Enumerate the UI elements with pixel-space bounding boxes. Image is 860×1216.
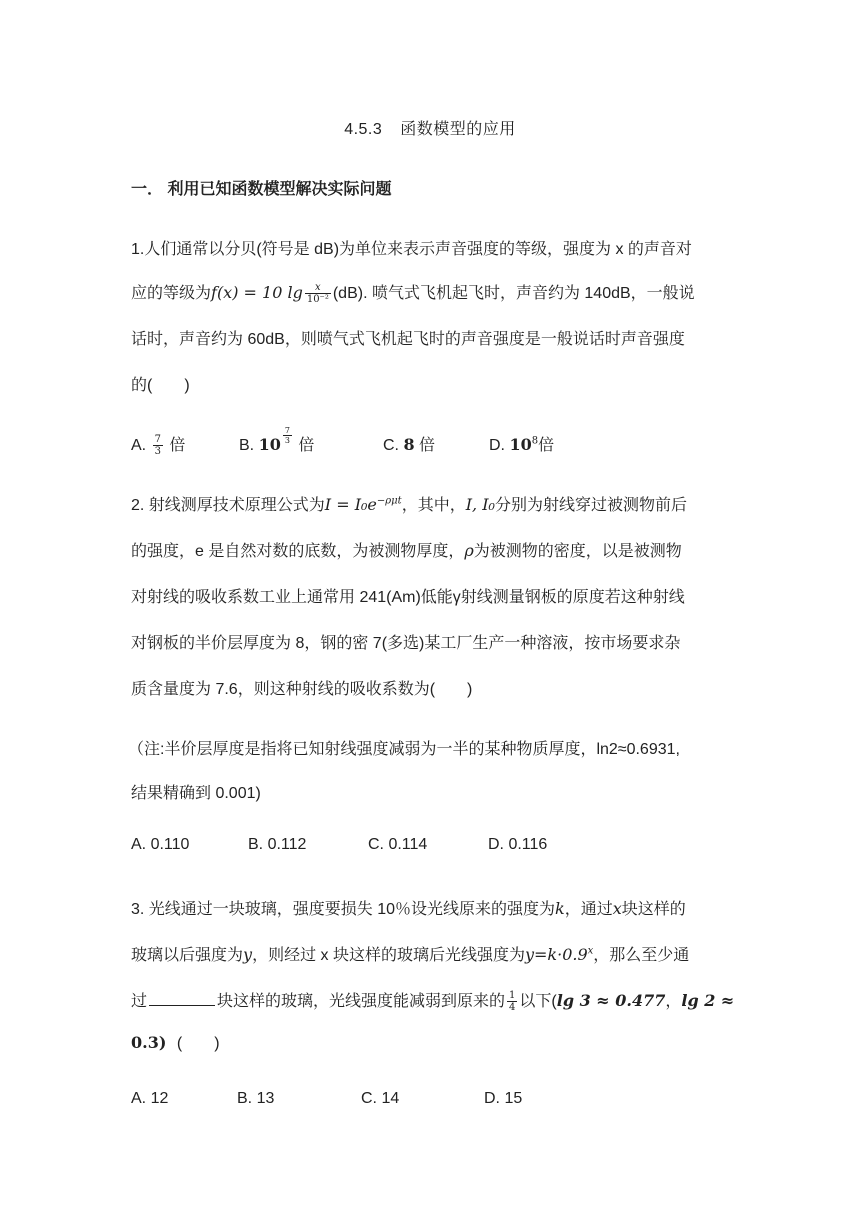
- q2-note-2: 结果精确到 0.001): [131, 785, 261, 802]
- answer-blank[interactable]: [149, 991, 215, 1006]
- q3-lg3: lg 3 ≈ 0.477: [556, 991, 666, 1010]
- q3-text-mid: ，则经过 x 块这样的玻璃后光线强度为: [252, 947, 525, 964]
- q3-text-mid: ，通过: [564, 901, 613, 918]
- q3-line-3: [131, 988, 735, 1014]
- q1-line-2: [131, 280, 731, 305]
- q2-text-post: 分别为射线穿过被测物前后: [494, 497, 687, 514]
- q3-line-4: [131, 1030, 731, 1053]
- q1-option-a[interactable]: [131, 432, 185, 457]
- q3-option-d[interactable]: D. 15: [484, 1090, 523, 1107]
- q3-formula: y=k·0.9: [524, 945, 588, 964]
- q2-line-1: [131, 492, 731, 515]
- option-exponent: 8: [531, 435, 539, 447]
- frac-den: 4: [509, 1002, 516, 1014]
- q3-var-y: y: [243, 945, 253, 964]
- q2-note-1: （注:半价层厚度是指将已知射线强度减弱为一半的某种物质厚度，ln2≈0.6931,: [128, 741, 680, 758]
- q1-fraction: [305, 282, 331, 305]
- q3-text-mid: 块这样的玻璃，光线强度能减弱到原来的: [217, 993, 506, 1010]
- q2-text: 2. 射线测厚技术原理公式为: [131, 497, 325, 514]
- q2-line-5: 质含量度为 7.6，则这种射线的吸收系数为( ): [131, 681, 473, 698]
- frac-num: 7: [284, 425, 290, 435]
- q3-option-a[interactable]: A. 12: [131, 1090, 169, 1107]
- q1-text: 应的等级为: [131, 285, 212, 302]
- option-base: 10: [258, 435, 281, 454]
- option-unit: 倍: [538, 437, 555, 454]
- page-title: [0, 116, 860, 139]
- q3-option-b[interactable]: B. 13: [237, 1090, 275, 1107]
- q1-text-post: (dB). 喷气式飞机起飞时，声音约为 140dB，一般说: [332, 285, 695, 302]
- q1-line-1: 1.人们通常以分贝(符号是 dB)为单位来表示声音强度的等级，强度为 x 的声音对: [131, 241, 692, 258]
- q1-formula: f(x) = 10 lg: [211, 283, 303, 302]
- q3-text-post: 块这样的: [621, 901, 686, 918]
- q2-formula-exp: −ρμt: [376, 495, 402, 507]
- q3-text: 玻璃以后强度为: [131, 947, 244, 964]
- q2-line-4: 对钢板的半价层厚度为 8，钢的密 7(多选)某工厂生产一种溶液，按市场要求杂: [131, 635, 681, 652]
- q2-rho: ρ: [464, 541, 474, 560]
- q2-option-b[interactable]: B. 0.112: [248, 836, 307, 853]
- q1-option-c[interactable]: [383, 432, 435, 455]
- title-text: 函数模型的应用: [400, 121, 516, 138]
- section-heading: 一． 利用已知函数模型解决实际问题: [131, 181, 392, 198]
- q1-option-b[interactable]: [239, 425, 315, 455]
- option-label: B.: [239, 437, 255, 454]
- q3-line-1: [131, 896, 731, 919]
- option-label: A.: [131, 437, 147, 454]
- q2-vars: I, I₀: [465, 495, 495, 514]
- q1-line-4: 的( ): [131, 377, 190, 394]
- frac-num: 7: [154, 434, 161, 446]
- option-label: C.: [383, 437, 399, 454]
- frac-den: 3: [284, 435, 290, 445]
- q3-var-k: k: [555, 899, 565, 918]
- option-a-fraction: [153, 434, 163, 457]
- option-unit: 倍: [298, 437, 315, 454]
- option-base: 10: [509, 435, 532, 454]
- option-unit: 倍: [419, 437, 436, 454]
- q1-frac-num: x: [305, 282, 331, 294]
- q3-comma: ，: [665, 993, 682, 1010]
- q3-text: 0.3): [131, 1033, 167, 1052]
- q3-lg2: lg 2 ≈: [681, 991, 735, 1010]
- q3-text: 过: [131, 993, 148, 1010]
- q3-option-c[interactable]: C. 14: [361, 1090, 400, 1107]
- q3-answer-paren: ( ): [176, 1035, 220, 1052]
- q2-option-c[interactable]: C. 0.114: [368, 836, 428, 853]
- q3-text-post: ，那么至少通: [593, 947, 690, 964]
- q2-text: 的强度，e 是自然对数的底数，为被测物厚度，: [131, 543, 465, 560]
- q3-line-2: [131, 942, 731, 965]
- q2-line-3: 对射线的吸收系数工业上通常用 241(Am)低能γ射线测量钢板的原度若这种射线: [131, 589, 685, 606]
- q1-option-d[interactable]: [489, 432, 554, 455]
- frac-num: 1: [509, 990, 516, 1002]
- q3-var-x: x: [612, 899, 622, 918]
- q3-text: 3. 光线通过一块玻璃，强度要损失 10％设光线原来的强度为: [131, 901, 556, 918]
- q2-line-2: [131, 538, 731, 561]
- frac-den: 3: [154, 446, 161, 458]
- q2-text-post: 为被测物的密度，以是被测物: [473, 543, 682, 560]
- q2-option-d[interactable]: D. 0.116: [488, 836, 548, 853]
- title-number: 4.5.3: [344, 121, 383, 138]
- q3-fraction: [507, 990, 517, 1013]
- q2-formula: I = I₀e: [324, 495, 377, 514]
- q3-formula-exp: x: [587, 945, 594, 957]
- option-label: D.: [489, 437, 505, 454]
- q1-line-3: 话时，声音约为 60dB，则喷气式飞机起飞时的声音强度是一般说话时声音强度: [131, 331, 685, 348]
- q1-frac-den: 10⁻²: [306, 294, 329, 306]
- q3-text-post: 以下(: [519, 993, 557, 1010]
- option-b-exponent: [283, 426, 292, 445]
- q2-option-a[interactable]: A. 0.110: [131, 836, 190, 853]
- q2-text-mid: ，其中，: [401, 497, 466, 514]
- option-value: 8: [403, 435, 415, 454]
- option-unit: 倍: [169, 437, 186, 454]
